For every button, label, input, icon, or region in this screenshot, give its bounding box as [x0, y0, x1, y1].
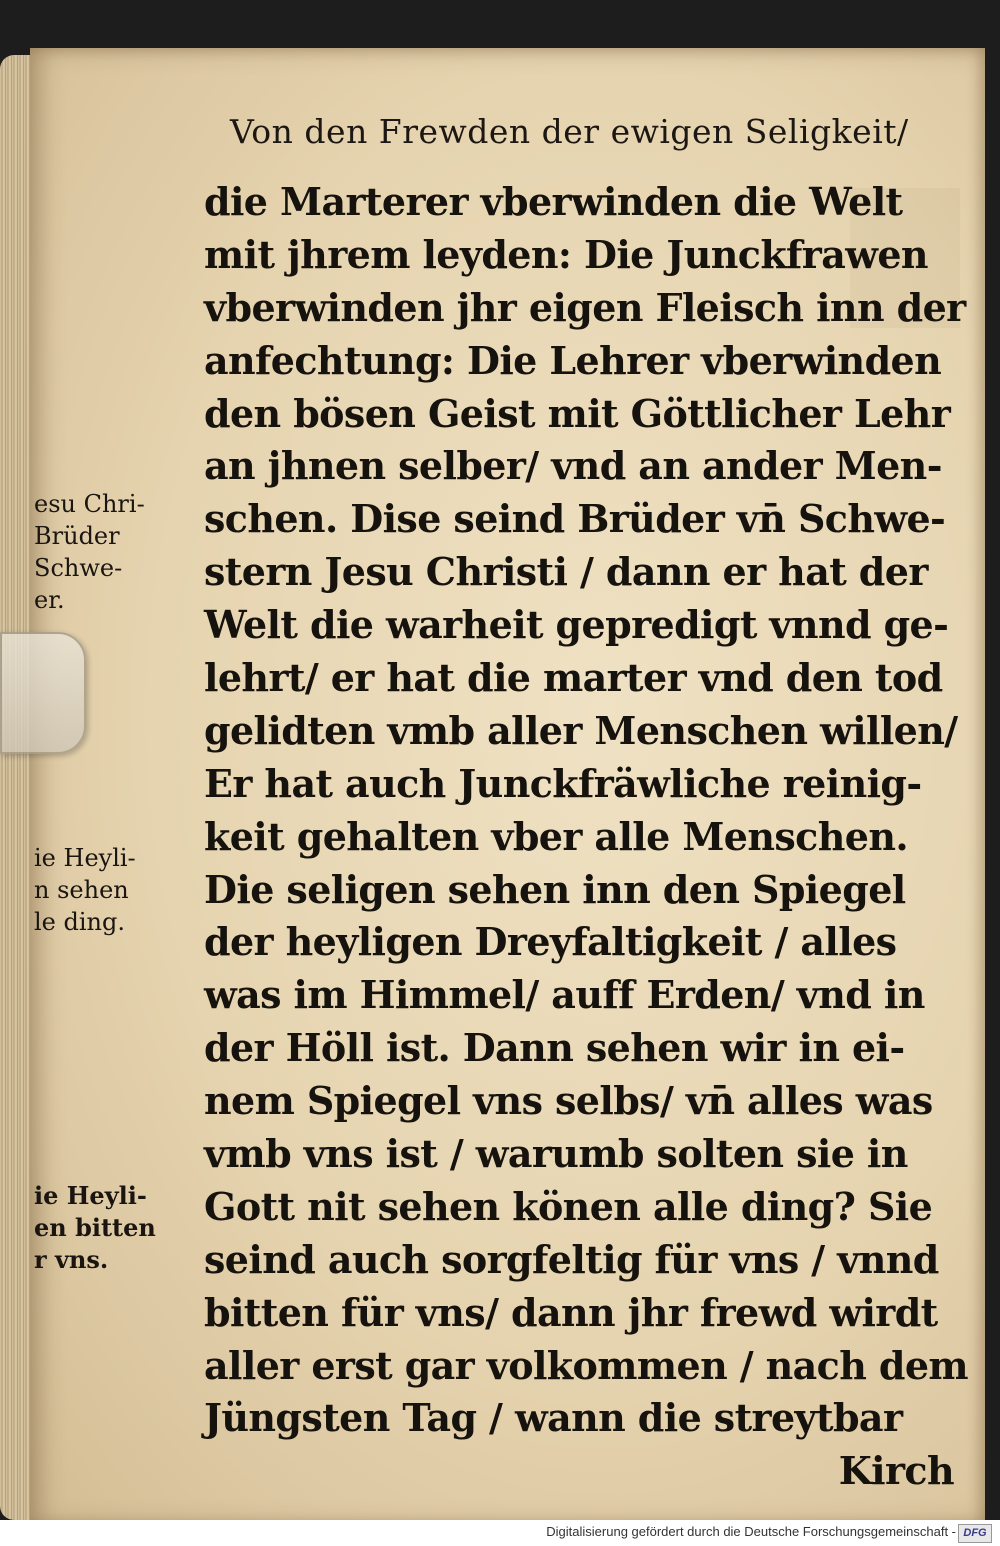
catchword: Kirch	[838, 1448, 954, 1494]
footer-bar	[0, 1520, 1000, 1546]
margin-note-line: ie Heyli-	[34, 844, 136, 872]
text-line: keit gehalten vber alle Menschen.	[204, 813, 908, 859]
margin-note-brothers	[34, 488, 184, 616]
running-head: Von den Frewden der ewigen Seligkeit/	[230, 112, 909, 151]
text-line: lehrt/ er hat die marter vnd den tod	[204, 655, 943, 701]
margin-note-line: Schwe-	[34, 554, 123, 582]
text-line: Gott nit sehen könen alle ding? Sie	[204, 1183, 933, 1229]
dfg-logo: DFG	[958, 1524, 992, 1543]
text-line: Er hat auch Junckfräwliche reinig-	[204, 760, 922, 806]
text-line: seind auch sorgfeltig für vns / vnnd	[204, 1236, 939, 1282]
margin-note-line: le ding.	[34, 908, 125, 936]
text-line: was im Himmel/ auff Erden/ vnd in	[204, 972, 925, 1018]
text-line: Jüngsten Tag / wann die streytbar	[204, 1395, 903, 1441]
book-clasp	[0, 632, 86, 754]
text-line: bitten für vns/ dann jhr frewd wirdt	[204, 1289, 938, 1335]
text-line: vberwinden jhr eigen Fleisch inn der	[204, 284, 966, 330]
text-line: an jhnen selber/ vnd an ander Men-	[204, 443, 942, 489]
margin-note-pray	[34, 1180, 184, 1276]
margin-note-line: Brüder	[34, 522, 120, 550]
text-line: die Marterer vberwinden die Welt	[204, 179, 903, 224]
margin-note-line: er.	[34, 586, 65, 614]
text-line: stern Jesu Christi / dann er hat der	[204, 549, 928, 595]
text-line: gelidten vmb aller Menschen willen/	[204, 707, 958, 753]
text-line: vmb vns ist / warumb solten sie in	[204, 1131, 908, 1177]
text-line: der heyligen Dreyfaltigkeit / alles	[204, 919, 897, 965]
margin-note-line: ie Heyli-	[34, 1181, 147, 1210]
text-line: den bösen Geist mit Göttlicher Lehr	[204, 390, 951, 436]
margin-note-line: en bitten	[34, 1213, 156, 1242]
text-line: mit jhrem leyden: Die Junckfrawen	[204, 231, 928, 277]
text-line: der Höll ist. Dann sehen wir in ei-	[204, 1025, 905, 1071]
text-line: aller erst gar volkommen / nach dem	[204, 1342, 969, 1388]
margin-note-line: n sehen	[34, 876, 129, 904]
body-text	[204, 176, 969, 1498]
text-line: schen. Dise seind Brüder vn̄ Schwe-	[204, 496, 946, 542]
funding-credit: Digitalisierung gefördert durch die Deutsche Forschungsgemeinschaft -	[546, 1524, 956, 1539]
margin-note-line: esu Chri-	[34, 490, 145, 518]
text-line: anfechtung: Die Lehrer vberwinden	[204, 337, 942, 383]
margin-note-see-all	[34, 842, 184, 938]
text-line: Welt die warheit gepredigt vnnd ge-	[204, 602, 949, 648]
text-line: nem Spiegel vns selbs/ vn̄ alles was	[204, 1078, 933, 1124]
margin-note-line: r vns.	[34, 1245, 109, 1274]
text-line: Die seligen sehen inn den Spiegel	[204, 866, 906, 912]
